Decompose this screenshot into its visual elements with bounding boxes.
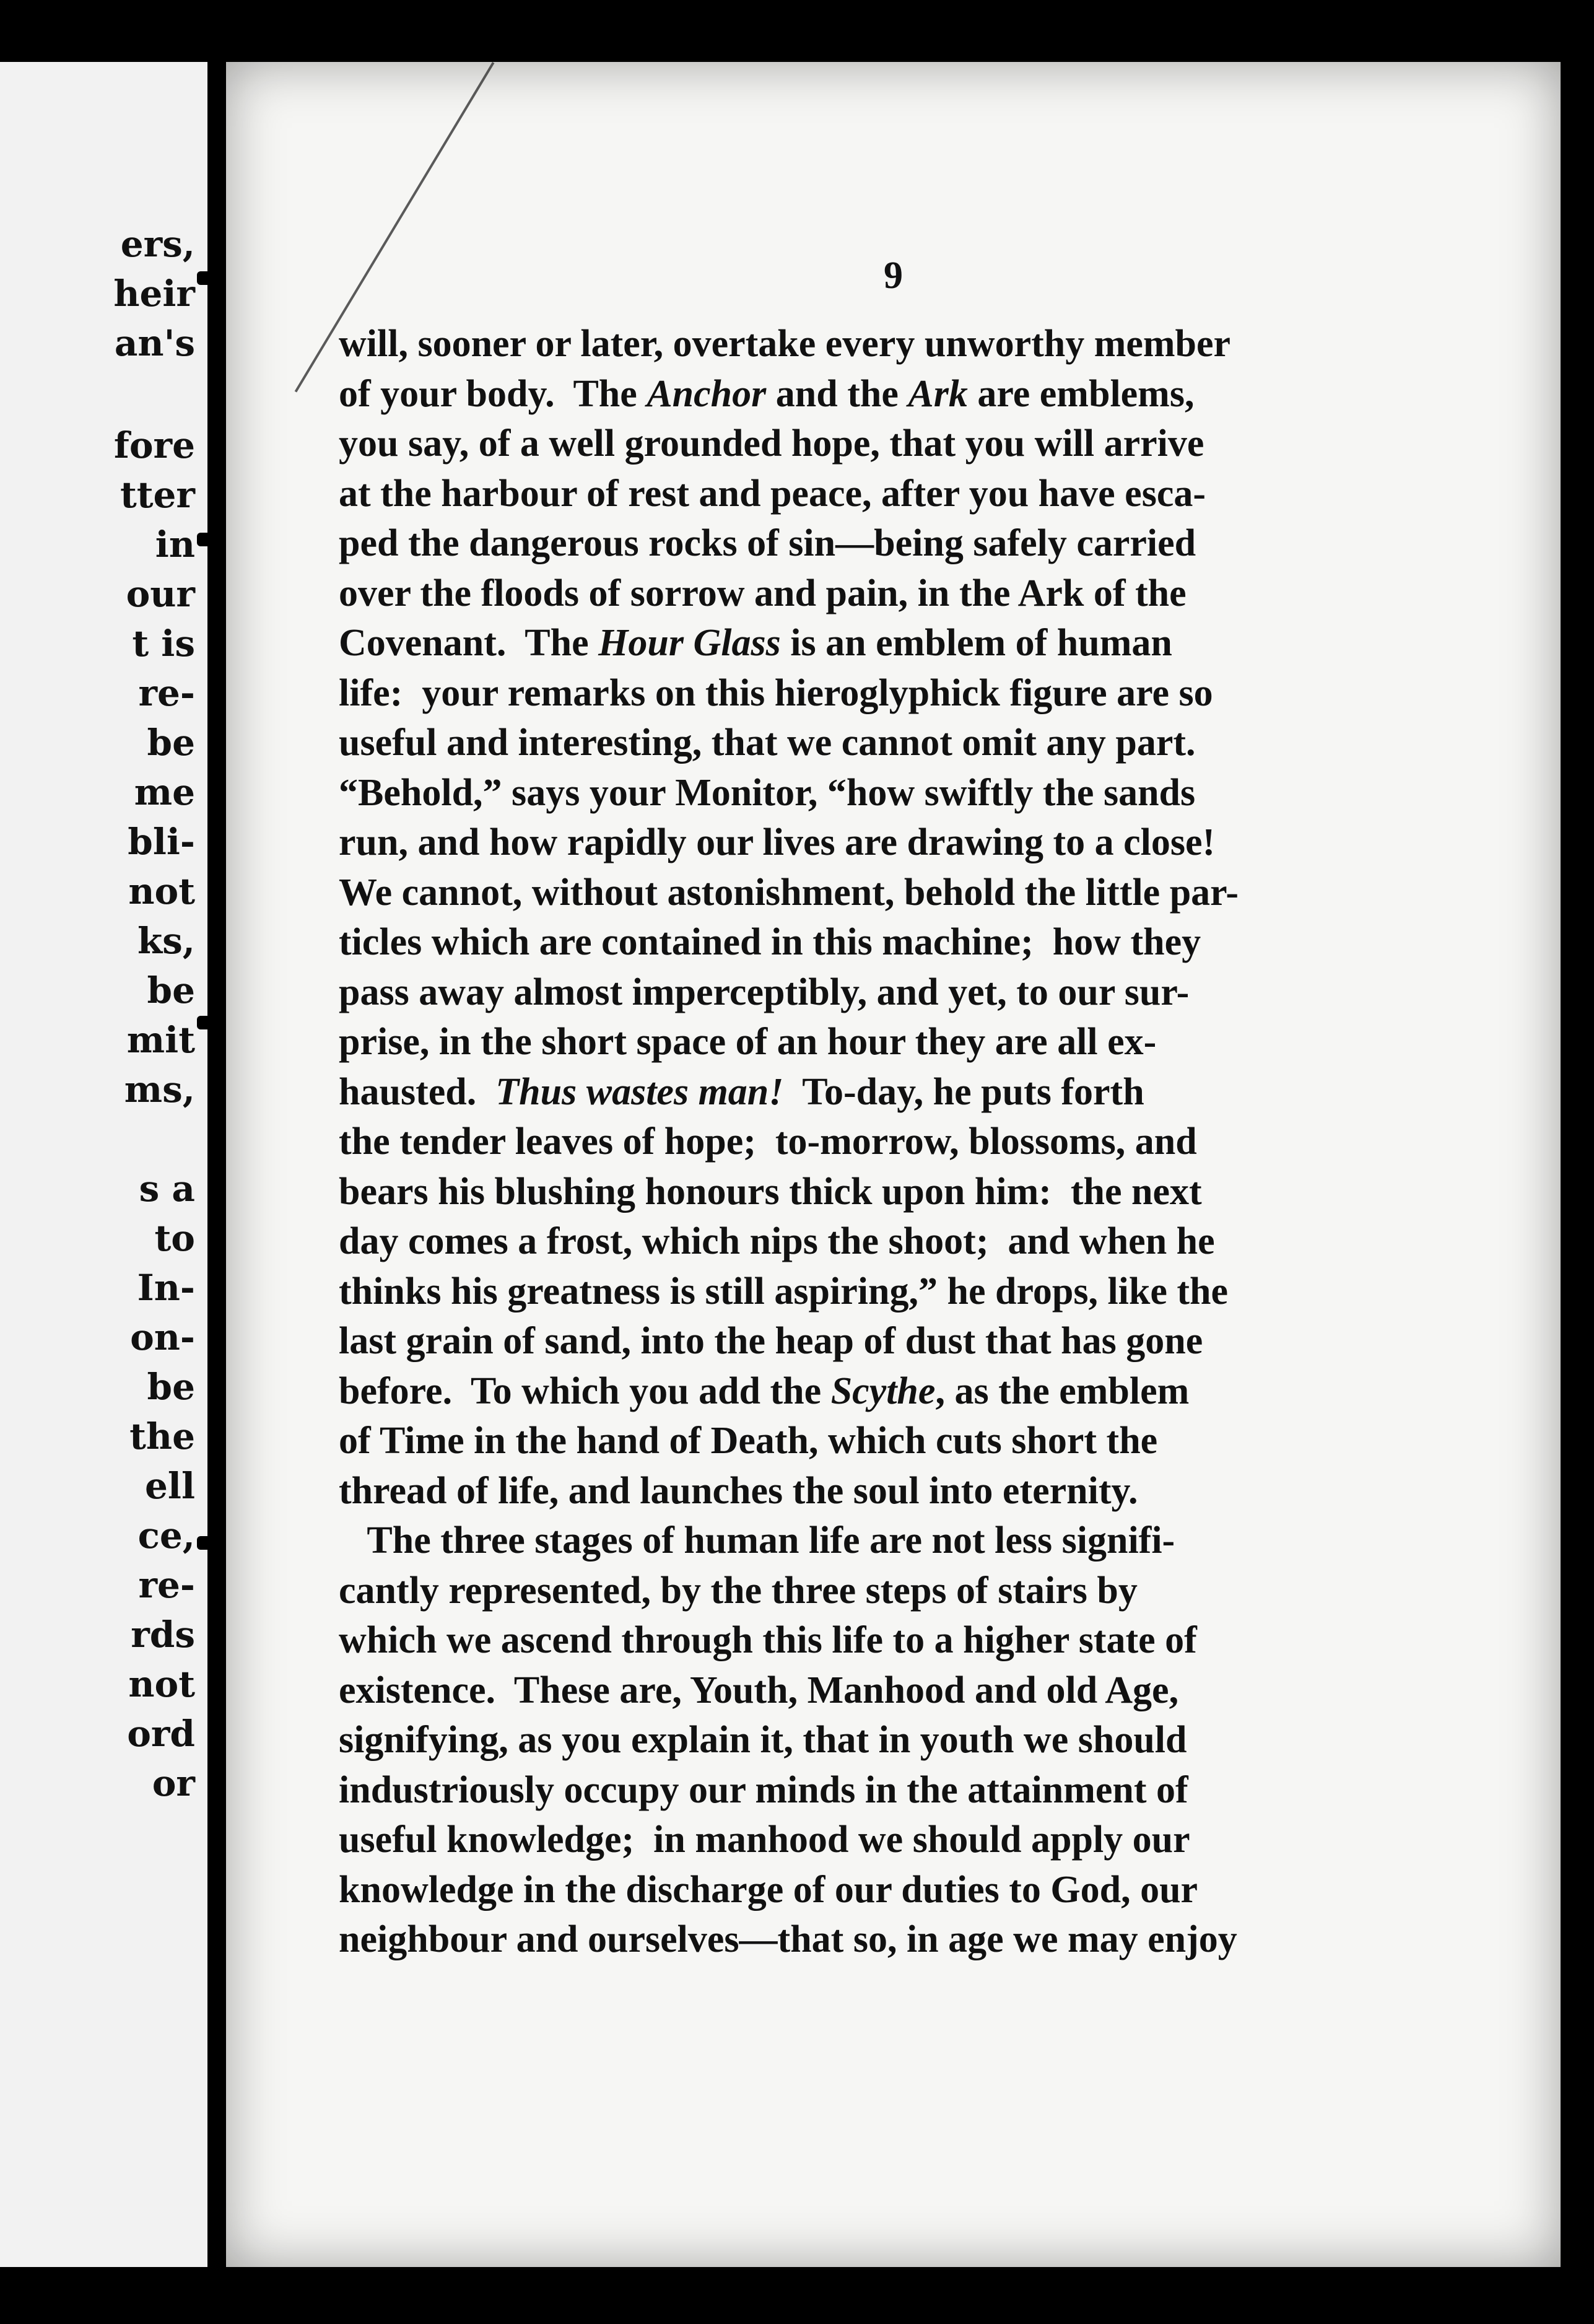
text-segment: is an emblem of human xyxy=(780,622,1172,664)
binding-tab xyxy=(197,1536,225,1550)
text-line xyxy=(339,569,1561,619)
left-page-line-fragment: t is xyxy=(132,622,195,665)
left-page-line-fragment: be xyxy=(147,969,195,1011)
text-segment: life: your remarks on this hieroglyphick figure are so xyxy=(339,671,1213,714)
text-line xyxy=(339,1865,1561,1915)
text-line xyxy=(339,1167,1561,1217)
left-page-line-fragment: fore xyxy=(113,424,195,466)
left-page-line-fragment: in xyxy=(155,523,195,566)
text-line xyxy=(339,369,1561,419)
text-segment: We cannot, without astonishment, behold the little par- xyxy=(339,871,1239,914)
left-page-line-fragment: ks, xyxy=(137,920,195,962)
left-page-line-fragment: mit xyxy=(126,1019,195,1061)
italic-text: Anchor xyxy=(647,372,767,415)
text-segment: the tender leaves of hope; to-morrow, blossoms, and xyxy=(339,1120,1197,1163)
text-segment: last grain of sand, into the heap of dust that has gone xyxy=(339,1320,1203,1362)
text-line xyxy=(339,1316,1561,1366)
left-page-line-fragment: not xyxy=(128,1663,195,1705)
left-page-line-fragment: not xyxy=(128,870,195,912)
binding-tab xyxy=(197,533,225,546)
text-segment: neighbour and ourselves—that so, in age we may enjoy xyxy=(339,1918,1237,1960)
text-line xyxy=(339,419,1561,469)
text-segment: bears his blushing honours thick upon him: the next xyxy=(339,1170,1202,1213)
text-segment: signifying, as you explain it, that in youth we should xyxy=(339,1719,1187,1761)
text-segment: ticles which are contained in this machine; how they xyxy=(339,921,1201,963)
text-segment: will, sooner or later, overtake every unworthy member xyxy=(339,323,1231,365)
text-segment: Covenant. The xyxy=(339,622,599,664)
left-page-line-fragment: rds xyxy=(131,1614,195,1656)
text-line xyxy=(339,818,1561,868)
text-line xyxy=(339,1117,1561,1167)
left-page-line-fragment: bli- xyxy=(128,821,195,863)
left-page-line-fragment: re- xyxy=(138,1564,195,1606)
left-page-line-fragment: In- xyxy=(137,1267,195,1309)
text-segment: of your body. The xyxy=(339,372,647,415)
text-segment: knowledge in the discharge of our duties to God, our xyxy=(339,1868,1198,1911)
text-line xyxy=(339,319,1561,369)
left-page-line-fragment: an's xyxy=(114,322,195,364)
text-segment: The three stages of human life are not less signifi- xyxy=(339,1519,1175,1562)
italic-text: Scythe xyxy=(830,1370,936,1412)
text-segment: To-day, he puts forth xyxy=(783,1070,1144,1113)
left-page-line-fragment: ell xyxy=(145,1465,195,1507)
left-page-line-fragment: me xyxy=(134,771,195,813)
text-line xyxy=(339,917,1561,968)
text-segment: industriously occupy our minds in the attainment of xyxy=(339,1768,1188,1811)
left-page-line-fragment: to xyxy=(154,1217,195,1259)
left-page-line-fragment: tter xyxy=(120,474,195,516)
body-text xyxy=(339,319,1561,1965)
text-line xyxy=(339,1466,1561,1516)
text-line xyxy=(339,768,1561,818)
text-segment: thinks his greatness is still aspiring,” he drops, like the xyxy=(339,1270,1229,1313)
text-line xyxy=(339,718,1561,768)
book-gutter xyxy=(207,62,226,2267)
italic-text: Thus wastes man! xyxy=(495,1070,784,1113)
text-line xyxy=(339,1217,1561,1267)
text-segment: “Behold,” says your Monitor, “how swiftly the sands xyxy=(339,771,1196,814)
left-page-line-fragment: ms, xyxy=(124,1068,195,1111)
binding-tab xyxy=(197,1016,225,1029)
text-line xyxy=(339,1566,1561,1616)
text-line xyxy=(339,1765,1561,1815)
text-line xyxy=(339,1815,1561,1865)
text-segment: you say, of a well grounded hope, that you will arrive xyxy=(339,422,1204,465)
page-number: 9 xyxy=(884,255,903,297)
left-page-line-fragment: be xyxy=(147,1366,195,1408)
text-segment: useful and interesting, that we cannot omit any part. xyxy=(339,722,1196,764)
left-page-line-fragment: re- xyxy=(138,672,195,714)
text-segment: and the xyxy=(766,372,908,415)
text-segment: ped the dangerous rocks of sin—being safely carried xyxy=(339,522,1196,564)
text-line xyxy=(339,1267,1561,1317)
text-line xyxy=(339,1516,1561,1566)
italic-text: Ark xyxy=(908,372,968,415)
text-segment: thread of life, and launches the soul into eternity. xyxy=(339,1469,1138,1512)
left-page-line-fragment: on- xyxy=(130,1316,195,1358)
left-page-line-fragment: our xyxy=(126,573,195,615)
text-line xyxy=(339,868,1561,918)
left-page-line-fragment: ers, xyxy=(120,223,195,265)
text-line xyxy=(339,1615,1561,1666)
left-page-line-fragment: ord xyxy=(127,1713,195,1755)
text-segment: at the harbour of rest and peace, after you have esca- xyxy=(339,472,1206,515)
text-line xyxy=(339,1416,1561,1466)
text-line xyxy=(339,618,1561,668)
text-line xyxy=(339,1666,1561,1716)
left-page-line-fragment: ce, xyxy=(137,1514,195,1557)
text-segment: of Time in the hand of Death, which cuts short the xyxy=(339,1420,1158,1462)
text-line xyxy=(339,1017,1561,1067)
main-page xyxy=(226,62,1561,2267)
text-segment: existence. These are, Youth, Manhood and old Age, xyxy=(339,1669,1179,1711)
text-segment: hausted. xyxy=(339,1070,496,1113)
text-segment: run, and how rapidly our lives are drawing to a close! xyxy=(339,821,1216,863)
text-segment: , as the emblem xyxy=(935,1370,1190,1412)
text-segment: which we ascend through this life to a higher state of xyxy=(339,1619,1197,1661)
text-segment: day comes a frost, which nips the shoot; and when he xyxy=(339,1220,1215,1262)
text-segment: prise, in the short space of an hour they are all ex- xyxy=(339,1021,1157,1063)
text-line xyxy=(339,518,1561,569)
text-segment: before. To which you add the xyxy=(339,1370,831,1412)
text-line xyxy=(339,1715,1561,1765)
left-page-line-fragment: heir xyxy=(113,273,195,315)
text-segment: pass away almost imperceptibly, and yet, to our sur- xyxy=(339,971,1190,1013)
text-line xyxy=(339,968,1561,1018)
text-line xyxy=(339,1366,1561,1417)
left-page-line-fragment: the xyxy=(129,1415,195,1457)
left-page-line-fragment: or xyxy=(152,1762,195,1804)
left-page-line-fragment: s a xyxy=(139,1168,195,1210)
text-line xyxy=(339,1067,1561,1117)
text-line xyxy=(339,469,1561,519)
text-segment: useful knowledge; in manhood we should apply our xyxy=(339,1819,1190,1861)
left-page-line-fragment: be xyxy=(147,722,195,764)
text-segment: cantly represented, by the three steps of stairs by xyxy=(339,1569,1138,1612)
text-line xyxy=(339,1915,1561,1965)
text-segment: are emblems, xyxy=(967,372,1195,415)
italic-text: Hour Glass xyxy=(598,622,781,664)
text-segment: over the floods of sorrow and pain, in the Ark of the xyxy=(339,572,1187,614)
binding-tab xyxy=(197,271,225,285)
text-line xyxy=(339,668,1561,719)
left-page-fragment xyxy=(0,62,207,2267)
